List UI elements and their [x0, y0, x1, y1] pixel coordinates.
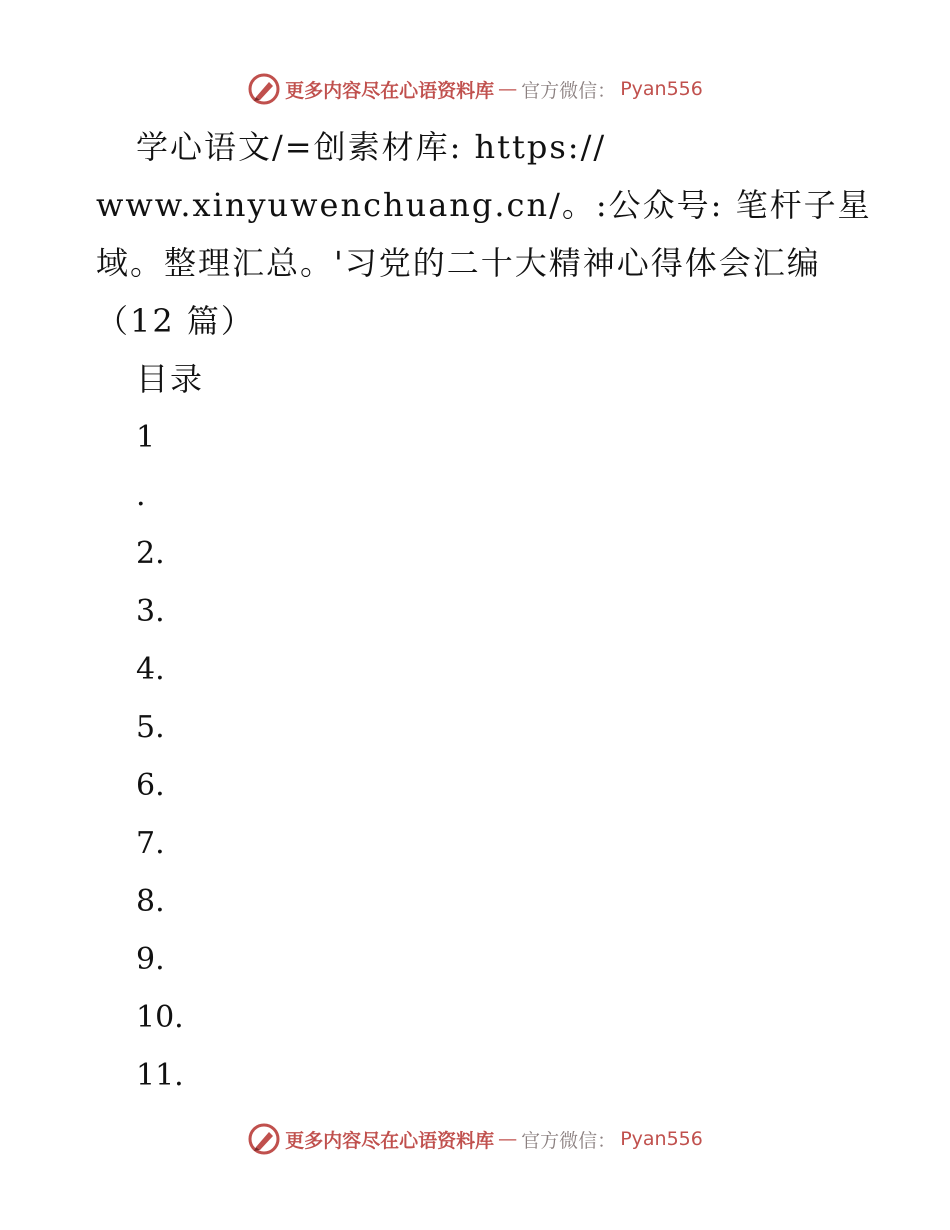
toc-item: 9. [136, 942, 165, 977]
toc-list [136, 409, 184, 1105]
watermark-main-text: 更多内容尽在心语资料库 [285, 79, 495, 102]
toc-item: 3. [136, 594, 165, 629]
text-line-2: www.xinyuwenchuang.cn/。:公众号: 笔杆子星 [96, 186, 872, 224]
toc-item: 8. [136, 884, 165, 919]
document-body [96, 118, 872, 408]
toc-item: 1 [136, 420, 156, 455]
text-line-4: （12 篇） [96, 302, 255, 340]
pen-logo-icon [247, 1122, 281, 1156]
toc-item: . [136, 478, 146, 513]
toc-item: 6. [136, 768, 165, 803]
watermark-sub-text: 官方微信： [521, 1129, 617, 1152]
watermark-sub-text: 官方微信： [521, 79, 617, 102]
watermark-dash: — [498, 78, 518, 100]
toc-item: 11. [136, 1058, 184, 1093]
toc-title: 目录 [136, 360, 205, 398]
watermark-dash: — [498, 1128, 518, 1150]
watermark-id: Pyan556 [620, 78, 703, 100]
text-line-3: 域。整理汇总。'习党的二十大精神心得体会汇编 [96, 244, 821, 282]
text-line-1: 学心语文/=创素材库: https:// [136, 128, 607, 166]
watermark-footer [0, 1122, 950, 1156]
watermark-id: Pyan556 [620, 1128, 703, 1150]
toc-item: 2. [136, 536, 165, 571]
toc-item: 4. [136, 652, 165, 687]
toc-item: 10. [136, 1000, 184, 1035]
toc-item: 7. [136, 826, 165, 861]
pen-logo-icon [247, 72, 281, 106]
watermark-header [0, 72, 950, 106]
toc-item: 5. [136, 710, 165, 745]
watermark-main-text: 更多内容尽在心语资料库 [285, 1129, 495, 1152]
